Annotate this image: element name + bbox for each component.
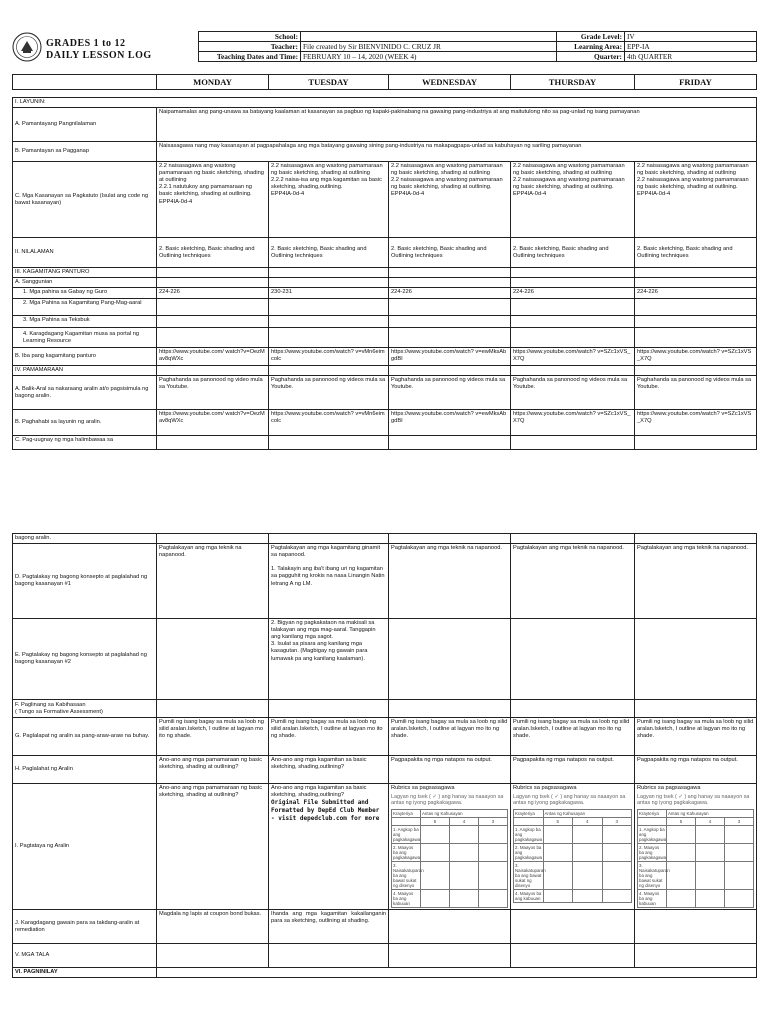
- rubric-title: Rubrics sa pagsasagawa: [391, 785, 455, 792]
- nilalaman-wednesday: 2. Basic sketching, Basic shading and Outlining techniques: [389, 238, 511, 268]
- paglalapat-friday: Pumili ng isang bagay sa mula sa loob ng silid aralan.Isketch, I outline at lagyan mo ito ng shade.: [635, 718, 757, 756]
- takdang-aralin-thursday: [511, 910, 635, 944]
- row-label-pagtataya: I. Pagtataya ng Aralin: [13, 784, 157, 910]
- pamantayang-pangnilalaman-value: Naipamamalas ang pang-unawa sa batayang kaalaman at kasanayan sa pagbuo ng kapaki-pakinabang na gawaing pang-industriya at ang maitutulong nito sa pag-unlad ng isang pamayanan: [157, 108, 757, 142]
- nilalaman-thursday: 2. Basic sketching, Basic shading and Outlining techniques: [511, 238, 635, 268]
- teacher-value: File created by Sir BIENVINIDO C. CRUZ JR: [301, 42, 557, 52]
- paghahabi-link-monday[interactable]: https://www.youtube.com/ watch?v=OezMav8qWXc: [157, 410, 269, 436]
- document-title: GRADES 1 to 12 DAILY LESSON LOG: [46, 38, 152, 61]
- rubric-title: Rubrics sa pagsasagawa: [513, 785, 577, 792]
- day-friday: FRIDAY: [635, 75, 757, 90]
- paglalapat-wednesday: Pumili ng isang bagay sa mula sa loob ng silid aralan.Isketch, I outline at lagyan mo ito ng shade.: [389, 718, 511, 756]
- row-label-karagdagang-gawain: J. Karagdagang gawain para sa takdang-aralin at remediation: [13, 910, 157, 944]
- rubric-score: 5: [667, 818, 696, 826]
- row-label-sanggunian: A. Sanggunian: [13, 278, 157, 288]
- iba-link-wednesday[interactable]: https://www.youtube.com/watch? v=ewMksAbgdBI: [389, 348, 511, 366]
- row-label-kagamitang-panturo: III. KAGAMITANG PANTURO: [13, 268, 157, 278]
- rubric-item: 2. Maayos ba ang pagkakagawa: [515, 845, 543, 861]
- balik-aral-monday: Paghahanda sa panonood ng video mula sa Youtube.: [157, 376, 269, 410]
- quarter-label: Quarter:: [557, 52, 625, 62]
- paghahabi-link-thursday[interactable]: https://www.youtube.com/watch? v=SZc1xVS_X7Q: [511, 410, 635, 436]
- pagtalakay2-wednesday: [389, 619, 511, 700]
- row-label-pamamaraan: IV. PAMAMARAAN: [13, 366, 157, 376]
- day-monday: MONDAY: [157, 75, 269, 90]
- iba-link-monday[interactable]: https://www.youtube.com/ watch?v=OezMav8qWXc: [157, 348, 269, 366]
- rubric-item: 1. Angkop ba ang pagkakagawa: [393, 827, 421, 843]
- balik-aral-tuesday: Paghahanda sa panonood ng videos mula sa Youtube.: [269, 376, 389, 410]
- rubric-instruction: Lagyan ng tsek ( ✓ ) ang hanay sa naaayon sa antas ng iyong pagkakagawa.: [637, 794, 750, 807]
- rubric-table: [513, 809, 632, 903]
- gabay-tuesday: 230-231: [269, 288, 389, 299]
- rubric-thursday: [513, 794, 632, 903]
- rubric-title: Rubrics sa pagsasagawa: [637, 785, 701, 792]
- row-label-teksbuk: 3. Mga Pahina sa Teksbuk: [13, 316, 157, 328]
- rubric-score: 5: [543, 818, 573, 826]
- rubric-item: 1. Angkop ba ang pagkakagawa: [515, 827, 543, 843]
- takdang-aralin-wednesday: [389, 910, 511, 944]
- rubric-table: [391, 809, 508, 908]
- paghahabi-link-wednesday[interactable]: https://www.youtube.com/watch? v=ewMksAbgdBI: [389, 410, 511, 436]
- rubric-item: 3. Naisakatuparan ba ang bawat sukat ng disenyo: [639, 863, 670, 889]
- takdang-aralin-tuesday: Ihanda ang mga kagamitan kakailanganin para sa sketching, outlining at shading.: [269, 910, 389, 944]
- paglalapat-tuesday: Pumili ng isang bagay sa mula sa loob ng silid aralan.Isketch, I outline at lagyan mo ito ng shade.: [269, 718, 389, 756]
- row-label-pagtalakay-1: D. Pagtalakay ng bagong konsepto at paglalahad ng bagong kasanayan #1: [13, 544, 157, 619]
- row-label-paghahabi: B. Paghahabi sa layunin ng aralin.: [13, 410, 157, 436]
- row-label-paglinang: F. Paglinang sa Kabihasaan ( Tungo sa Formative Assessment): [13, 700, 157, 718]
- row-label-kagamitang-pang-mag-aaral: 2. Mga Pahina sa Kagamitang Pang-Mag-aaral: [13, 299, 157, 316]
- row-label-mga-kasanayan: C. Mga Kasanayan sa Pagkatuto (Isulat ang code ng bawat kasanayan): [13, 162, 157, 238]
- day-thursday: THURSDAY: [511, 75, 635, 90]
- iba-link-tuesday[interactable]: https://www.youtube.com/watch? v=vMn6eimcolc: [269, 348, 389, 366]
- dates-value: FEBRUARY 10 – 14, 2020 (WEEK 4): [301, 52, 557, 62]
- pagtataya-tuesday-question: Ano-ano ang mga kagamitan sa basic sketching, shading,outlining?: [271, 785, 367, 799]
- balik-aral-wednesday: Paghahanda sa panonood ng videos mula sa Youtube.: [389, 376, 511, 410]
- rubric-score: 3: [602, 818, 632, 826]
- paglalahat-wednesday: Pagpapakita ng mga natapos na output.: [389, 756, 511, 784]
- gabay-thursday: 224-226: [511, 288, 635, 299]
- rubric-item: 1. Angkop ba ang pagkakagawa: [639, 827, 667, 843]
- day-wednesday: WEDNESDAY: [389, 75, 511, 90]
- row-label-karagdagang-kagamitan: 4. Karagdagang Kagamitan musa sa portal ng Learning Resource: [13, 328, 157, 348]
- rubric-header-antas: Antas ng Kahusayan: [543, 810, 632, 818]
- rubric-header-antas: Antas ng Kahusayan: [667, 810, 754, 818]
- nilalaman-tuesday: 2. Basic sketching, Basic shading and Outlining techniques: [269, 238, 389, 268]
- rubric-header-antas: Antas ng Kahusayan: [421, 810, 508, 818]
- rubric-score: 4: [573, 818, 603, 826]
- pagtataya-tuesday: [269, 784, 389, 910]
- paghahabi-link-tuesday[interactable]: https://www.youtube.com/watch? v=vMn6eimcolc: [269, 410, 389, 436]
- row-label-pagtalakay-2: E. Pagtalakay ng bagong konsepto at paglalahad ng bagong kasanayan #2: [13, 619, 157, 700]
- kasanayan-friday: 2.2 naisasagawa ang wastong pamamaraan ng basic sketching, shading at outlining 2.2 naisasagawa ang wastong pamamaraan ng basic sketching, shading at outlining. EPP4IA-0d-4: [635, 162, 757, 238]
- rubric-header-krayteriya: Krayteriya: [514, 810, 544, 818]
- pagtalakay2-tuesday: 2. Bigyan ng pagkakataon na makisali sa talakayan ang mga mag-aaral. Tanggapin ang kanilang mga sagot. 3. Isulat sa pisara ang kanilang mga kasagutan. (Magbigay ng gawain para lumawak pa ang kanilang kaalaman).: [269, 619, 389, 700]
- days-corner: [13, 75, 157, 90]
- learning-area-label: Learning Area:: [557, 42, 625, 52]
- teacher-label: Teacher:: [199, 42, 301, 52]
- balik-aral-thursday: Paghahanda sa panonood ng videos mula sa Youtube.: [511, 376, 635, 410]
- takdang-aralin-monday: Magdala ng lapis at coupon bond bukas.: [157, 910, 269, 944]
- kasanayan-tuesday: 2.2 naisasagawa ang wastong pamamaraan ng basic sketching, shading at outlining 2.2.2 naisa-isa ang mga kagamitan sa basic sketching, shading,outlining. EPP4IA-0d-4: [269, 162, 389, 238]
- balik-aral-friday: Paghahanda sa panonood ng videos mula sa Youtube.: [635, 376, 757, 410]
- paglalahat-tuesday: Ano-ano ang mga kagamitan sa basic sketching, shading,outlining?: [269, 756, 389, 784]
- row-label-pamantayan-sa-pagganap: B. Pamantayan sa Pagganap: [13, 142, 157, 162]
- row-label-pamantayang-pangnilalaman: A. Pamantayang Pangnilalaman: [13, 108, 157, 142]
- pamantayan-sa-pagganap-value: Naisasagawa nang may kasanayan at pagpapahalaga ang mga batayang gawaing sining pang-industriya na makapagpapa-unlad sa kabuhayan ng sariling pamayanan: [157, 142, 757, 162]
- rubric-score: 3: [725, 818, 754, 826]
- iba-link-friday[interactable]: https://www.youtube.com/watch? v=SZc1xVS_X7Q: [635, 348, 757, 366]
- iba-link-thursday[interactable]: https://www.youtube.com/watch? v=SZc1xVS_X7Q: [511, 348, 635, 366]
- day-tuesday: TUESDAY: [269, 75, 389, 90]
- rubric-item: 2. Maayos ba ang pagkakagawa: [639, 845, 667, 861]
- quarter-value: 4th QUARTER: [625, 52, 757, 62]
- row-label-pag-uugnay: C. Pag-uugnay ng mga halimbawaa sa: [13, 436, 157, 450]
- nilalaman-monday: 2. Basic sketching, Basic shading and Outlining techniques: [157, 238, 269, 268]
- paglalahat-thursday: Pagpapakita ng mga natapos na output.: [511, 756, 635, 784]
- rubric-item: 2. Maayos ba ang pagkakagawa: [393, 845, 421, 861]
- rubric-table: [637, 809, 754, 908]
- pagtalakay1-thursday: Pagtalakayan ang mga teknik na napanood.: [511, 544, 635, 619]
- pagtalakay1-tuesday: Pagtalakayan ang mga kagamitang ginamit sa napanood. 1. Talakayin ang iba't ibang uri ng kagamitan sa pagguhit ng krokis na nasa Linangin Natin letrang A ng LM.: [269, 544, 389, 619]
- rubric-score: 5: [421, 818, 450, 826]
- pagtalakay1-friday: Pagtalakayan ang mga teknik na napanood.: [635, 544, 757, 619]
- row-label-nilalaman: II. NILALAMAN: [13, 238, 157, 268]
- paglalapat-thursday: Pumili ng isang bagay sa mula sa loob ng silid aralan.Isketch, I outline at lagyan mo ito ng shade.: [511, 718, 635, 756]
- rubric-header-krayteriya: Krayteriya: [638, 810, 667, 818]
- days-header: [12, 74, 757, 90]
- rubric-header-krayteriya: Krayteriya: [392, 810, 421, 818]
- row-label-gabay-ng-guro: 1. Mga pahina sa Gabay ng Guro: [13, 288, 157, 299]
- row-label-pagninilay: VI. PAGNINILAY: [13, 968, 157, 978]
- dates-label: Teaching Dates and Time:: [199, 52, 301, 62]
- row-label-mga-tala: V. MGA TALA: [13, 944, 157, 968]
- rubric-item: 4. Maayos ba ang kabuuan: [515, 891, 542, 902]
- rubric-score: 4: [696, 818, 725, 826]
- rubric-score: 4: [450, 818, 479, 826]
- paglalahat-monday: Ano-ano ang mga pamamaraan ng basic sketching, shading at outlining?: [157, 756, 269, 784]
- rubric-item: 3. Naisakatuparan ba ang bawat sukat ng disenyo: [515, 863, 546, 889]
- pagtalakay2-thursday: [511, 619, 635, 700]
- pagtalakay2-friday: [635, 619, 757, 700]
- takdang-aralin-friday: [635, 910, 757, 944]
- lesson-log-table-page2: [12, 533, 757, 978]
- pagtataya-friday: [635, 784, 757, 910]
- gabay-friday: 224-226: [635, 288, 757, 299]
- grade-level-value: IV: [625, 32, 757, 42]
- paglalapat-monday: Pumili ng isang bagay sa mula sa loob ng silid aralan.Isketch, I outline at lagyan mo ito ng shade.: [157, 718, 269, 756]
- header-info-table: [198, 31, 757, 62]
- pagtalakay2-monday: [157, 619, 269, 700]
- row-label-bagong-aralin: bagong aralin.: [13, 534, 157, 544]
- row-label-iba-pang-kagamitan: B. Iba pang kagamitang panturo: [13, 348, 157, 366]
- rubric-score: 3: [479, 818, 508, 826]
- learning-area-value: EPP-IA: [625, 42, 757, 52]
- gabay-wednesday: 224-226: [389, 288, 511, 299]
- pagtataya-monday: Ano-ano ang mga pamamaraan ng basic sketching, shading at outlining?: [157, 784, 269, 910]
- pagtataya-thursday: [511, 784, 635, 910]
- row-label-balik-aral: A. Balik-Aral sa nakaraang aralin at/o pagsisimula ng bagong aralin.: [13, 376, 157, 410]
- row-label-paglalahat: H. Paglalahat ng Aralin: [13, 756, 157, 784]
- rubric-instruction: Lagyan ng tsek ( ✓ ) ang hanay sa naaayon sa antas ng iyong pagkakagawa.: [391, 794, 504, 807]
- grade-level-label: Grade Level:: [557, 32, 625, 42]
- paglalahat-friday: Pagpapakita ng mga natapos na output.: [635, 756, 757, 784]
- school-label: School:: [199, 32, 301, 42]
- rubric-item: 4. Maayos ba ang kabuuan: [392, 890, 421, 908]
- pagtalakay1-wednesday: Pagtalakayan ang mga teknik na napanood.: [389, 544, 511, 619]
- section-layunin: I. LAYUNIN:: [13, 98, 757, 108]
- row-label-paglalapat: G. Paglalapat ng aralin sa pang-araw-araw na buhay.: [13, 718, 157, 756]
- rubric-item: 3. Naisakatuparan ba ang bawat sukat ng disenyo: [393, 863, 424, 889]
- deped-seal-logo: [12, 32, 42, 62]
- school-value: [301, 32, 557, 42]
- kasanayan-thursday: 2.2 naisasagawa ang wastong pamamaraan ng basic sketching, shading at outlining 2.2 naisasagawa ang wastong pamamaraan ng basic sketching, shading at outlining. EPP4IA-0d-4: [511, 162, 635, 238]
- gabay-monday: 224-226: [157, 288, 269, 299]
- rubric-wednesday: [391, 794, 508, 908]
- nilalaman-friday: 2. Basic sketching, Basic shading and Outlining techniques: [635, 238, 757, 268]
- rubric-instruction: Lagyan ng tsek ( ✓ ) ang hanay sa naaayon sa antas ng iyong pagkakagawa.: [513, 794, 626, 807]
- rubric-item: 4. Maayos ba ang kabuuan: [638, 890, 667, 908]
- lesson-log-table-page1: [12, 97, 757, 450]
- pagtataya-wednesday: [389, 784, 511, 910]
- rubric-friday: [637, 794, 754, 908]
- pagtalakay1-monday: Pagtalakayan ang mga teknik na napanood.: [157, 544, 269, 619]
- paghahabi-link-friday[interactable]: https://www.youtube.com/watch? v=SZc1xVS_X7Q: [635, 410, 757, 436]
- kasanayan-wednesday: 2.2 naisasagawa ang wastong pamamaraan ng basic sketching, shading at outlining 2.2 naisasagawa ang wastong pamamaraan ng basic sketching, shading at outlining. EPP4IA-0d-4: [389, 162, 511, 238]
- depedclub-credit-note: Original File Submitted and Formatted by DepEd Club Member - visit depedclub.com for more: [271, 799, 380, 823]
- kasanayan-monday: 2.2 naisasagawa ang wastong pamamaraan ng basic sketching, shading at outlining 2.2.1 natutukoy ang pamamaraan ng basic sketching, shading at outlining. EPP4IA-0d-4: [157, 162, 269, 238]
